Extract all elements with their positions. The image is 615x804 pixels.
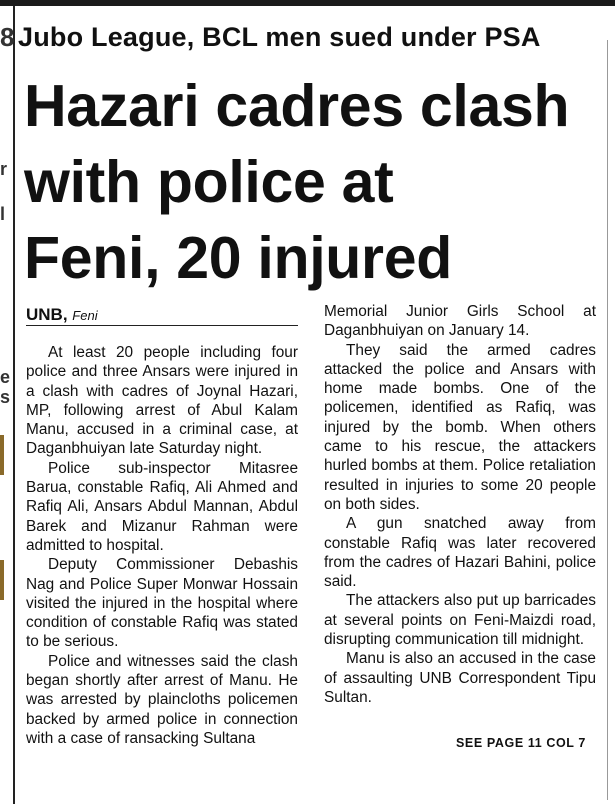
paragraph: Memorial Junior Girls School at Daganbhuiyan on January 14. [324, 303, 596, 340]
paragraph: The attackers also put up barricades at several points on Feni-Maizdi road, disrupting communication till midnight. [324, 592, 596, 649]
left-edge-mark-1 [0, 435, 4, 475]
left-fragment-4: r [0, 159, 8, 179]
left-fragment-3: s [0, 387, 11, 407]
left-fragment-5: l [0, 204, 6, 224]
kicker-headline: Jubo League, BCL men sued under PSA [18, 22, 541, 52]
main-headline: Hazari cadres clash with police at Feni, 20 injured [24, 73, 570, 291]
paragraph: Deputy Commissioner Debashis Nag and Police Super Monwar Hossain visited the injured in the hospital where condition of constable Rafiq was stated to be serious. [26, 556, 298, 651]
paragraph: A gun snatched away from constable Rafiq was later recovered from the cadres of Hazari Bahini, police said. [324, 515, 596, 591]
continuation-jump: SEE PAGE 11 COL 7 [456, 736, 586, 750]
article-column-1 [26, 343, 298, 748]
byline [26, 305, 98, 325]
byline-place: Feni [72, 308, 98, 323]
paragraph: Police and witnesses said the clash began shortly after arrest of Manu. He was arrested by plaincloths policemen backed by armed police in connection with a case of ransacking Sultana [26, 652, 298, 747]
byline-rule [26, 325, 298, 326]
paragraph: They said the armed cadres attacked the police and Ansars with home made bombs. One of the policemen, identified as Rafiq, was injured by the bomb. When others came to his rescue, the attackers hurled bombs at them. Police retaliation resulted in injuries to some 20 people on both sides. [324, 341, 596, 513]
article-column-2 [324, 302, 596, 707]
left-column-rule [13, 6, 15, 804]
top-rule [0, 0, 615, 6]
left-edge-mark-2 [0, 560, 4, 600]
paragraph: At least 20 people including four police and three Ansars were injured in a clash with cadres of Joynal Hazari, MP, following arrest of Abul Kalam Manu, accused in a criminal case, at Daganbhuiyan late Saturday night. [26, 344, 298, 458]
left-fragment-2: e [0, 367, 11, 387]
paragraph: Manu is also an accused in the case of assaulting UNB Correspondent Tipu Sultan. [324, 650, 596, 706]
byline-agency: UNB, [26, 305, 68, 324]
left-fragment-1: 8 [0, 22, 15, 52]
paragraph: Police sub-inspector Mitasree Barua, constable Rafiq, Ali Ahmed and Rafiq Ali, Ansars Abdul Mannan, Abdul Barek and Mizanur Rahman were admitted to hospital. [26, 459, 298, 554]
